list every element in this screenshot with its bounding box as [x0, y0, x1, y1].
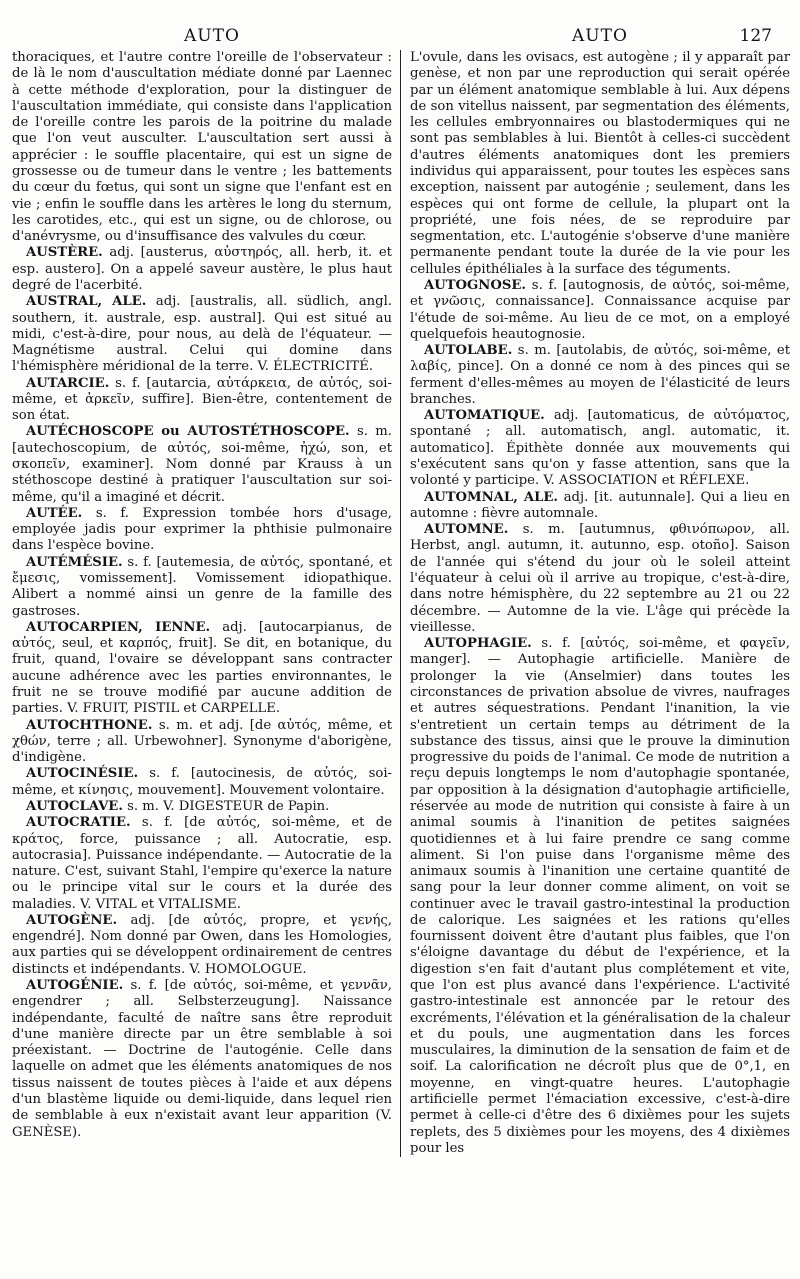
text-columns: [12, 50, 790, 1157]
header-left-word: AUTO: [184, 26, 240, 46]
entry-austere: AUSTÈRE. adj. [austerus, αὐστηρός, all. herb, it. et esp. austero]. On a appelé saveur austère, le plus haut degré de l'acerbité.: [12, 245, 392, 293]
continuation-paragraph: L'ovule, dans les ovisacs, est autogène ; il y apparaît par genèse, et non par une reproduction qui serait opérée par un élément anatomique semblable à lui. Aux dépens de son vitellus naissent, par segmentation des éléments, les cellules embryonnaires ou blastodermiques qui ne sont pas semblables à lui. Bientôt à celles-ci succèdent d'autres éléments anatomiques dont les premiers individus qui apparaissent, pour toutes les espèces sans exception, naissent par autogénie ; seulement, dans les espèces qui ont forme de cellule, la plupart ont la propriété, une fois nées, de se reproduire par segmentation, etc. L'autogénie s'observe d'une manière permanente pendant toute la durée de la vie pour les cellules épithéliales à la surface des téguments.: [410, 50, 790, 277]
entry-headword: AUTOCHTHONE.: [26, 717, 153, 733]
entry-headword: AUTÉE.: [26, 505, 83, 521]
entry-automne: AUTOMNE. s. m. [autumnus, φθινόπωρον, all. Herbst, angl. autumn, it. autunno, esp. otoño]. Saison de l'année qui s'étend du jour où le soleil atteint l'équateur à celui où il arrive au tropique, c'est-à-dire, dans notre hémisphère, du 22 septembre au 21 ou 22 décembre. — Automne de la vie. L'âge qui précède la vieillesse.: [410, 522, 790, 635]
right-column: [400, 50, 790, 1157]
entry-headword: AUTOMNAL, ALE.: [424, 489, 559, 505]
entry-headword: AUTÉCHOSCOPE ou AUTOSTÉTHOSCOPE.: [26, 424, 350, 440]
entry-headword: AUTOCARPIEN, IENNE.: [26, 619, 211, 635]
entry-headword: AUTOGÈNE.: [26, 912, 118, 928]
entry-autoclave: AUTOCLAVE. s. m. V. DIGESTEUR de Papin.: [26, 798, 330, 814]
header-right-word: AUTO: [572, 26, 628, 46]
entry-headword: AUSTRAL, ALE.: [26, 294, 147, 310]
entry-autochthone: AUTOCHTHONE. s. m. et adj. [de αὐτός, même, et χθών, terre ; all. Urbewohner]. Synonyme d'aborigène, d'indigène.: [12, 717, 392, 766]
entry-autocratie: AUTOCRATIE. s. f. [de αὐτός, soi-même, et de κράτος, force, puissance ; all. Autocratie, esp. autocrasia]. Puissance indépendante. — Autocratie de la nature. C'est, suivant Stahl, l'empire qu'exerce la nature ou le principe vital sur le cours et la durée des maladies. V. VITAL et VITALISME.: [12, 815, 392, 912]
entry-headword: AUTÉMÉSIE.: [26, 554, 123, 570]
entry-headword: AUTOCLAVE.: [26, 798, 123, 814]
entry-headword: AUTOPHAGIE.: [424, 636, 532, 652]
entry-headword: AUTARCIE.: [26, 375, 110, 391]
entry-headword: AUSTÈRE.: [26, 245, 103, 261]
entry-austral: AUSTRAL, ALE. adj. [australis, all. südlich, angl. southern, it. australe, esp. austral]. Qui est situé au midi, c'est-à-dire, pour nous, au delà de l'équateur. — Magnétisme austral. Celui qui domine dans l'hémisphère méridional de la terre. V. ÉLECTRICITÉ.: [12, 294, 392, 375]
entry-autarcie: AUTARCIE. s. f. [autarcia, αὐτάρκεια, de αὐτός, soi-même, et ἀρκεῖν, suffire]. Bien-être, contentement de son état.: [12, 375, 392, 424]
entry-headword: AUTOCRATIE.: [26, 815, 131, 831]
continuation-paragraph: thoraciques, et l'autre contre l'oreille de l'observateur : de là le nom d'auscultation médiate donné par Laennec à cette méthode d'exploration, pour la distinguer de l'auscultation immédiate, qui consiste dans l'application de l'oreille contre les parois de la poitrine du malade que l'on veut ausculter. L'auscultation sert aussi à apprécier : le souffle placentaire, qui est un signe de grossesse ou de tumeur dans le ventre ; les battements du cœur du fœtus, qui sont un signe que l'enfant est en vie ; enfin le souffle dans les artères le long du sternum, les carotides, etc., qui est un signe, ou de chlorose, ou d'anévrysme, ou d'insuffisance des valvules du cœur.: [12, 50, 392, 245]
entry-automnal: AUTOMNAL, ALE. adj. [it. autunnale]. Qui a lieu en automne : fièvre automnale.: [410, 489, 790, 521]
page-number: 127: [739, 26, 772, 46]
entry-headword: AUTOCINÉSIE.: [26, 766, 139, 782]
entry-headword: AUTOGNOSE.: [424, 277, 527, 293]
entry-headword: AUTOLABE.: [424, 343, 513, 359]
entry-autophagie: AUTOPHAGIE. s. f. [αὐτός, soi-même, et φαγεῖν, manger]. — Autophagie artificielle. Manière de prolonger la vie (Anselmier) dans toutes les circonstances de privation absolue de vivres, naufrages et autres séquestrations. Pendant l'inanition, la vie s'entretient un certain temps au détriment de la substance des tissus, ainsi que le prouve la diminution progressive du poids de l'animal. Ce mode de nutrition a reçu depuis longtemps le nom d'autophagie spontanée, par opposition à la désignation d'autophagie artificielle, réservée au mode de nutrition qui consiste à faire à un animal soumis à l'inanition de petites saignées quotidiennes et à lui faire prendre ce sang comme aliment. Si l'on puise dans l'organisme même des animaux soumis à l'inanition une certaine quantité de sang pour la leur donner comme aliment, on voit se continuer avec le travail gastro-intestinal la production de calorique. Les saignées et les rations qu'elles fournissent doivent être d'autant plus faibles, que l'on s'éloigne davantage du début de l'expérience, et la digestion s'en fait d'autant plus complétement et vite, que l'on est plus avancé dans l'expérience. L'activité gastro-intestinale est annoncée par le retour des excréments, l'élévation et la généralisation de la chaleur et du pouls, une augmentation dans les forces musculaires, la diminution de la sensation de faim et de soif. La calorification ne décroît plus que de 0°,1, en moyenne, en vingt-quatre heures. L'autophagie artificielle permet l'émaciation excessive, c'est-à-dire permet à celle-ci d'être des 6 dixièmes pour les sujets replets, des 5 dixièmes pour les moyens, des 4 dixièmes pour les: [410, 636, 790, 1156]
entry-headword: AUTOMATIQUE.: [424, 408, 545, 424]
entry-autemesie: AUTÉMÉSIE. s. f. [autemesia, de αὐτός, spontané, et ἔμεσις, vomissement]. Vomissement idiopathique. Alibert a nommé ainsi un genre de la famille des gastroses.: [12, 554, 392, 619]
left-column: [12, 50, 400, 1157]
entry-autogenie: AUTOGÉNIE. s. f. [de αὐτός, soi-même, et γεννᾶν, engendrer ; all. Selbsterzeugung]. Naissance indépendante, faculté de naître sans être reproduit d'une manière directe par un être semblable à soi préexistant. — Doctrine de l'autogénie. Celle dans laquelle on admet que les éléments anatomiques de nos tissus naissent de toutes pièces à l'aide et aux dépens d'un blastème liquide ou demi-liquide, dans lequel rien de semblable à eux n'existait avant leur apparition (V. GENÈSE).: [12, 978, 392, 1140]
entry-automatique: AUTOMATIQUE. adj. [automaticus, de αὐτόματος, spontané ; all. automatisch, angl. automatic, it. automatico]. Épithète donnée aux mouvements qui s'exécutent sans qu'on y fasse attention, sans que la volonté y participe. V. ASSOCIATION et RÉFLEXE.: [410, 408, 790, 489]
entry-autocarpien: AUTOCARPIEN, IENNE. adj. [autocarpianus, de αὐτός, seul, et καρπός, fruit]. Se dit, en botanique, du fruit, quand, l'ovaire se développant sans contracter aucune adhérence avec les parties environnantes, le fruit ne se trouve modifié par aucune addition de parties. V. FRUIT, PISTIL et CARPELLE.: [12, 619, 392, 717]
entry-autognose: AUTOGNOSE. s. f. [autognosis, de αὐτός, soi-même, et γνῶσις, connaissance]. Connaissance acquise par l'étude de soi-même. Au lieu de ce mot, on a employé quelquefois heautognosie.: [410, 277, 790, 342]
entry-headword: AUTOMNE.: [424, 522, 509, 538]
entry-autocinesie: AUTOCINÉSIE. s. f. [autocinesis, de αὐτός, soi-même, et κίνησις, mouvement]. Mouvement volontaire.: [12, 766, 392, 798]
entry-autolabe: AUTOLABE. s. m. [autolabis, de αὐτός, soi-même, et λαβίς, pince]. On a donné ce nom à des pinces qui se ferment d'elles-mêmes au moyen de l'élasticité de leurs branches.: [410, 343, 790, 407]
entry-autee: AUTÉE. s. f. Expression tombée hors d'usage, employée jadis pour exprimer la phthisie pulmonaire dans l'espèce bovine.: [12, 505, 392, 554]
running-header: [12, 22, 790, 50]
entry-headword: AUTOGÉNIE.: [26, 978, 124, 994]
entry-autogene: AUTOGÈNE. adj. [de αὐτός, propre, et γενής, engendré]. Nom donné par Owen, dans les Homologies, aux parties qui se développent ordinairement de centres distincts et indépendants. V. HOMOLOGUE.: [12, 912, 392, 977]
entry-autechoscope: AUTÉCHOSCOPE ou AUTOSTÉTHOSCOPE. s. m. [autechoscopium, de αὐτός, soi-même, ἠχώ, son, et σκοπεῖν, examiner]. Nom donné par Krauss à un stéthoscope destiné à pratiquer l'auscultation sur soi-même, qu'il a imaginé et décrit.: [12, 424, 392, 505]
